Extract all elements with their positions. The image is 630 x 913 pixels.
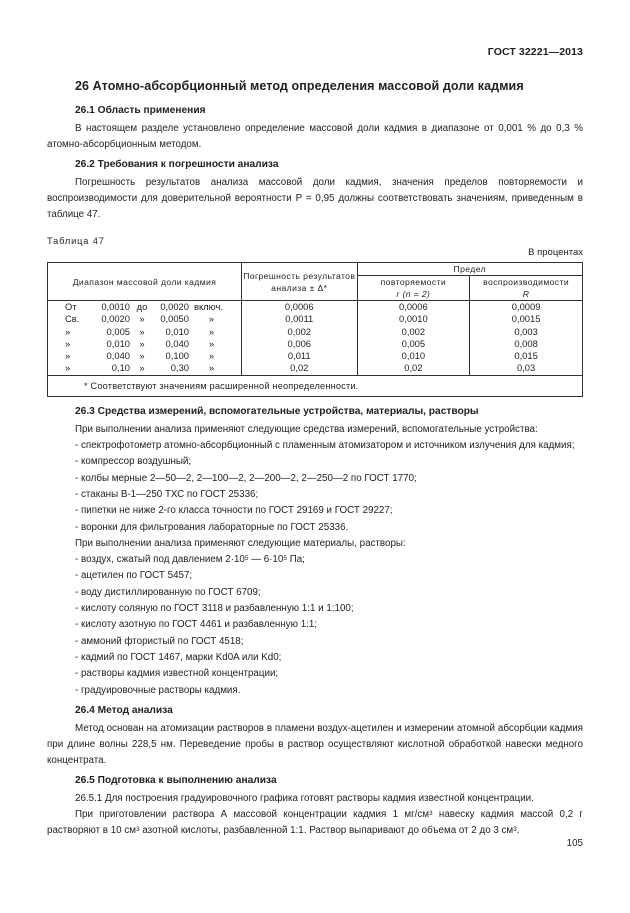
range-column	[48, 301, 242, 376]
range-row: От 0,0010 до 0,0020 включ.	[65, 301, 223, 312]
list-line: - аммоний фтористый по ГОСТ 4518;	[75, 635, 244, 647]
page-number: 105	[566, 838, 583, 849]
list-line: - ацетилен по ГОСТ 5457;	[75, 570, 193, 582]
section-26-3	[47, 406, 583, 699]
list-line: - колбы мерные 2—50—2, 2—100—2, 2—200—2, 2—250—2 по ГОСТ 1770;	[75, 472, 417, 484]
range-row: » 0,10 » 0,30 »	[65, 362, 215, 374]
repeatability-column: 0,0006 0,0010 0,002 0,005 0,010 0,02	[357, 301, 470, 376]
section-heading: 26.1 Область применения	[75, 105, 206, 116]
section-heading: 26.4 Метод анализа	[75, 704, 173, 716]
section-heading: 26.3 Средства измерений, вспомогательные устройства, материалы, растворы	[75, 405, 479, 417]
table-caption-line	[47, 235, 583, 259]
page-content	[47, 79, 583, 845]
section-heading: 26.5 Подготовка к выполнению анализа	[75, 774, 277, 786]
table-caption: Таблица 47	[47, 236, 105, 246]
list-line: - градуировочные растворы кадмия.	[75, 684, 241, 696]
header-repeatability: повторяемости r (n = 2)	[357, 276, 470, 301]
document-code: ГОСТ 32221—2013	[487, 46, 583, 58]
list-line: - кадмий по ГОСТ 1467, марки Kd0A или Kd0;	[75, 651, 282, 663]
section-heading: 26.2 Требования к погрешности анализа	[75, 159, 279, 170]
paragraph: 26.5.1 Для построения градуировочного графика готовят растворы кадмия известной концентрации.	[75, 792, 534, 804]
paragraph: В настоящем разделе установлено определение массовой доли кадмия в диапазоне от 0,001 % до 0,3 % атомно-абсорбционным методом.	[47, 123, 583, 150]
reproducibility-column: 0,0009 0,0015 0,003 0,008 0,015 0,03	[470, 301, 583, 376]
header-error: Погрешность результатов анализа ± Δ*	[241, 263, 357, 301]
list-line: - воду дистиллированную по ГОСТ 6709;	[75, 586, 261, 598]
paragraph: Метод основан на атомизации растворов в пламени воздух-ацетилен и измерении атомной абсорбции кадмия при длине волны 228,5 нм. Переведение пробы в раствор осуществляют кислотной обработкой навески медного концентрата.	[47, 722, 583, 766]
section-26-4	[47, 705, 583, 769]
table-unit: В процентах	[528, 247, 583, 258]
list-line: - растворы кадмия известной концентрации;	[75, 668, 279, 680]
section-26-1	[47, 105, 583, 153]
range-row: Св. 0,0020 » 0,0050 »	[65, 313, 215, 325]
list-line: - воронки для фильтрования лабораторные по ГОСТ 25336.	[75, 521, 349, 533]
list-line: При выполнении анализа применяют следующие материалы, растворы:	[75, 537, 406, 549]
range-row: » 0,005 » 0,010 »	[65, 325, 215, 337]
section-26-2	[47, 159, 583, 223]
list-line: - кислоту соляную по ГОСТ 3118 и разбавленную 1:1 и 1:100;	[75, 603, 354, 615]
list-line: - пипетки не ниже 2-го класса точности по ГОСТ 29169 и ГОСТ 29227;	[75, 505, 393, 517]
range-row: » 0,040 » 0,100 »	[65, 350, 215, 362]
table-47	[47, 262, 583, 397]
error-column: 0,0006 0,0011 0,002 0,006 0,011 0,02	[241, 301, 357, 376]
list-line: При выполнении анализа применяют следующие средства измерений, вспомогательные устройства:	[75, 423, 538, 435]
section-title: 26 Атомно-абсорбционный метод определения массовой доли кадмия	[75, 79, 524, 93]
header-reproducibility: воспроизводимости R	[470, 276, 583, 301]
list-line: - компрессор воздушный;	[75, 456, 192, 468]
paragraph: Погрешность результатов анализа массовой доли кадмия, значения пределов повторяемости и воспроизводимости для доверительной вероятности P = 0,95 должны соответствовать значениям, приведенным в таблице 47.	[47, 177, 583, 220]
header-range: Диапазон массовой доли кадмия	[48, 263, 242, 301]
list-line: - кислоту азотную по ГОСТ 4461 и разбавленную 1:1;	[75, 619, 318, 631]
paragraph: При приготовлении раствора А массовой концентрации кадмия 1 $мг/см^3$ навеску кадмия массой 0,2 г растворяют в 10 $см^3$ азотной кислоты, разбавленной 1:1. Раствор выпаривают до объема от 2 до 3 $см^3$.	[47, 808, 583, 836]
list-line: - спектрофотометр атомно-абсорбционный с пламенным атомизатором и источником излучения для кадмия;	[75, 440, 575, 452]
table-footnote: * Соответствуют значениям расширенной неопределенности.	[48, 375, 583, 396]
range-row: » 0,010 » 0,040 »	[65, 337, 215, 349]
list-line-air: - воздух, сжатый под давлением $2\cdot 10^5$ — $6\cdot 10^5$ Па;	[75, 554, 305, 566]
header-limit: Предел	[357, 263, 582, 276]
section-26-5	[47, 775, 583, 839]
list-line: - стаканы В-1—250 ТХС по ГОСТ 25336;	[75, 488, 259, 500]
